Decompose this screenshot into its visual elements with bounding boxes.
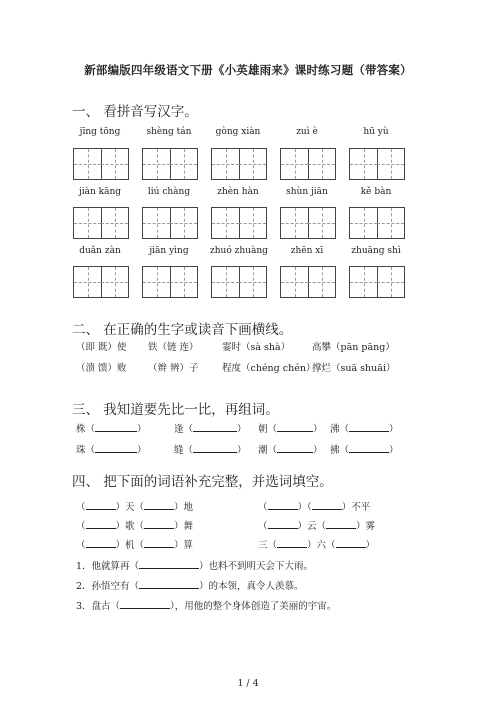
compare-item: 朝（ ） [258, 424, 323, 435]
answer-blank[interactable] [144, 519, 174, 529]
writing-box[interactable] [73, 148, 129, 180]
pinyin-label: shèng tán [146, 127, 192, 137]
pinyin-label: zhuāng shì [351, 246, 401, 256]
answer-blank[interactable] [277, 422, 313, 432]
answer-blank[interactable] [139, 579, 199, 589]
writing-box[interactable] [349, 266, 405, 298]
writing-box[interactable] [211, 207, 267, 239]
answer-blank[interactable] [326, 519, 356, 529]
compare-item: 逢（ ） [174, 424, 247, 435]
pinyin-label: liú chàng [147, 187, 191, 197]
section-2-heading: 二、 在正确的生字或读音下画横线。 [72, 322, 293, 338]
choice-item[interactable]: （辫 辨）子 [148, 363, 199, 374]
answer-blank[interactable] [86, 538, 116, 548]
pinyin-label: duǎn zàn [79, 246, 121, 256]
answer-blank[interactable] [268, 500, 298, 510]
pinyin-row-2 [72, 187, 412, 201]
writing-box[interactable] [73, 266, 129, 298]
answer-blank[interactable] [312, 500, 342, 510]
pinyin-label: shùn jiān [286, 187, 328, 197]
idiom-item-right: （ ）云（ ）雾 [258, 521, 376, 532]
section-1-heading: 一、 看拼音写汉字。 [72, 104, 198, 120]
choice-item[interactable]: 铁（链 连） [148, 342, 199, 353]
answer-blank[interactable] [349, 443, 389, 453]
choice-item[interactable]: 高攀（pān pāng） [312, 342, 395, 353]
answer-blank[interactable] [277, 538, 307, 548]
writing-box[interactable] [142, 148, 198, 180]
pinyin-label: zhuó zhuàng [210, 246, 268, 256]
writing-box[interactable] [73, 207, 129, 239]
pinyin-label: jiàn kāng [78, 187, 122, 197]
compare-item: 沸（ ） [330, 424, 399, 435]
writing-box[interactable] [349, 148, 405, 180]
idiom-item-left: （ ）天（ ）地 [76, 502, 194, 513]
answer-blank[interactable] [268, 519, 298, 529]
pinyin-label: jīng tōng [79, 127, 121, 137]
answer-blank[interactable] [277, 443, 313, 453]
idiom-item-right: 三（ ）六（ ） [258, 540, 376, 551]
pinyin-label: jiān yìng [149, 246, 189, 256]
writing-box[interactable] [142, 266, 198, 298]
compare-item: 缝（ ） [174, 445, 247, 456]
pinyin-label: kě bàn [360, 187, 392, 197]
answer-blank[interactable] [95, 422, 137, 432]
answer-blank[interactable] [139, 559, 199, 569]
choice-item[interactable]: 霎时（sà shà） [222, 342, 291, 353]
choice-item[interactable]: （溃 馈）败 [76, 363, 127, 374]
writing-box[interactable] [211, 148, 267, 180]
idiom-item-right: （ ）（ ）不平 [258, 502, 371, 513]
page-number: 1 / 4 [237, 678, 259, 689]
compare-item: 珠（ ） [76, 445, 147, 456]
answer-blank[interactable] [336, 538, 366, 548]
pinyin-label: zuì è [296, 127, 318, 137]
writing-box[interactable] [142, 207, 198, 239]
answer-blank[interactable] [144, 500, 174, 510]
writing-box[interactable] [349, 207, 405, 239]
choice-item[interactable]: 程度（chéng chén） [222, 363, 316, 374]
compare-item: 拂（ ） [330, 445, 399, 456]
writing-box[interactable] [280, 266, 336, 298]
choice-item[interactable]: 撑烂（suā shuāi） [312, 363, 396, 374]
answer-blank[interactable] [193, 443, 237, 453]
answer-blank[interactable] [120, 599, 170, 609]
answer-blank[interactable] [349, 422, 389, 432]
answer-blank[interactable] [95, 443, 137, 453]
idiom-item-left: （ ）歌（ ）舞 [76, 521, 194, 532]
writing-box[interactable] [280, 207, 336, 239]
pinyin-row-1 [72, 127, 412, 141]
compare-item: 株（ ） [76, 424, 147, 435]
answer-blank[interactable] [193, 422, 237, 432]
choice-item[interactable]: （即 既）使 [76, 342, 127, 353]
answer-blank[interactable] [86, 519, 116, 529]
section-3-heading: 三、 我知道要先比一比，再组词。 [72, 402, 279, 418]
pinyin-label: zhèn hàn [217, 187, 259, 197]
pinyin-row-3 [72, 246, 412, 260]
compare-item: 潮（ ） [258, 445, 323, 456]
fill-sentence-1: 1．他就算再（ ）也料不到明天会下大雨。 [76, 561, 314, 572]
pinyin-label: gòng xiàn [215, 127, 261, 137]
idiom-item-left: （ ）机（ ）算 [76, 540, 194, 551]
page-title: 新部编版四年级语文下册《小英雄雨来》课时练习题（带答案） [84, 63, 412, 77]
pinyin-label: zhēn xī [290, 246, 324, 256]
answer-blank[interactable] [86, 500, 116, 510]
section-4-heading: 四、 把下面的词语补充完整，并选词填空。 [72, 474, 333, 490]
fill-sentence-3: 3．盘古（ ），用他的整个身体创造了美丽的宇宙。 [76, 601, 337, 612]
pinyin-label: hū yù [363, 127, 389, 137]
writing-box[interactable] [280, 148, 336, 180]
answer-blank[interactable] [144, 538, 174, 548]
fill-sentence-2: 2．孙悟空有（ ）的本领，真令人羡慕。 [76, 581, 304, 592]
writing-box[interactable] [211, 266, 267, 298]
